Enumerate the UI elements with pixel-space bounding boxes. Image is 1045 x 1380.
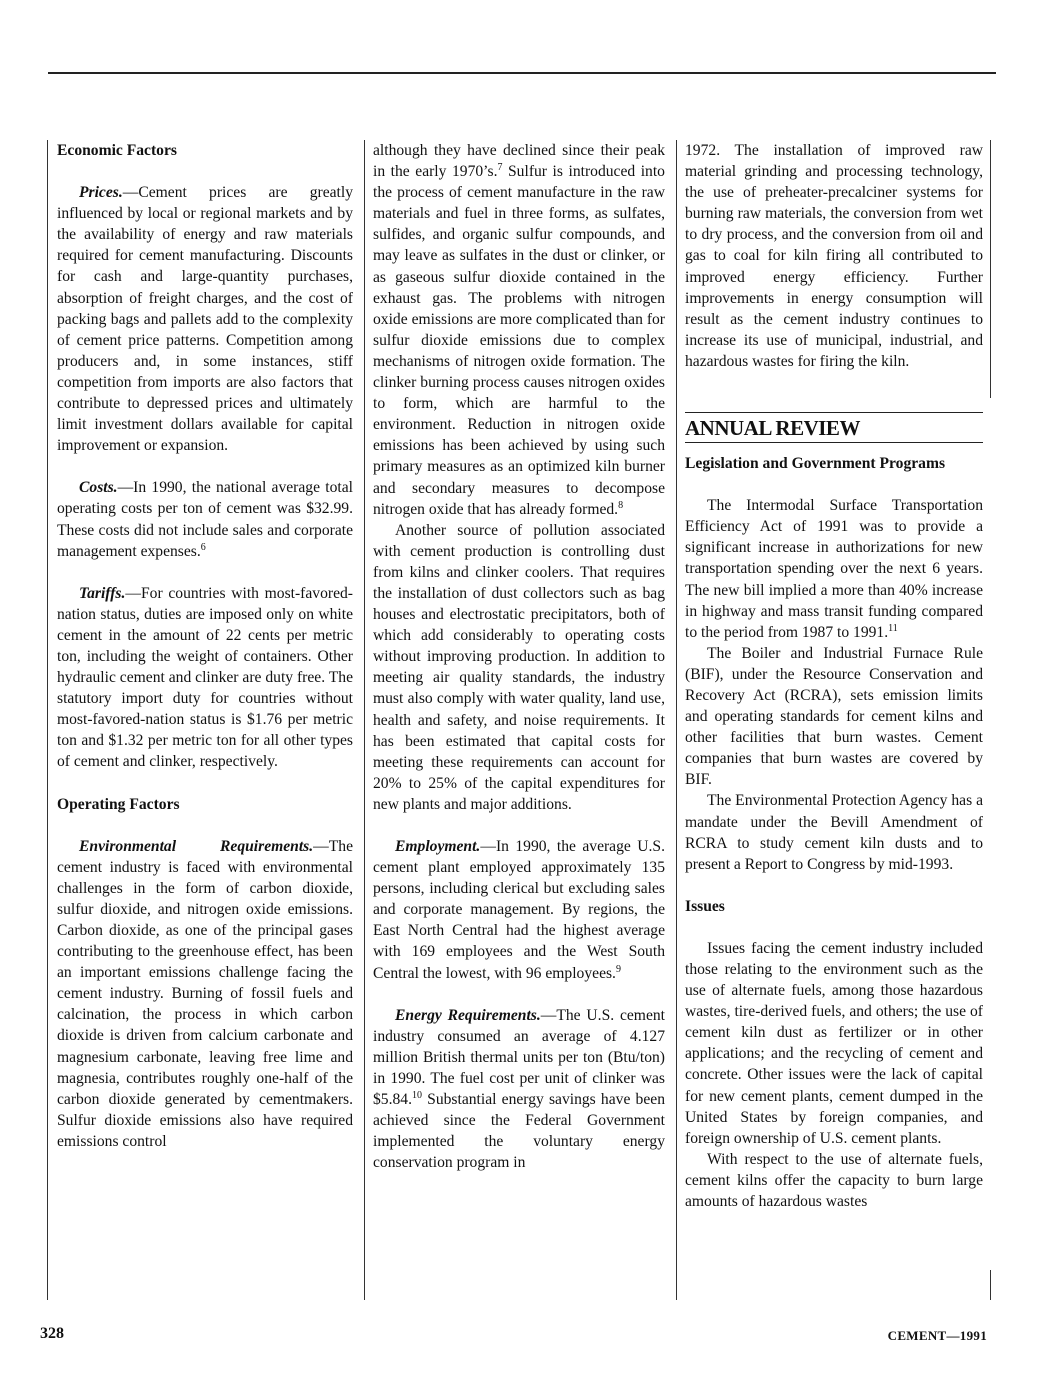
runin-energy: Energy Requirements. bbox=[395, 1006, 541, 1024]
column-3 bbox=[685, 140, 983, 1212]
top-rule bbox=[48, 72, 996, 74]
paragraph-istea bbox=[685, 495, 983, 643]
paragraph-energy bbox=[373, 1005, 665, 1174]
column-1 bbox=[57, 140, 353, 1152]
paragraph-prices bbox=[57, 182, 353, 456]
energy-text-b: Substantial energy savings have been achieved since the Federal Government implemented the voluntary energy conservation program in bbox=[373, 1091, 665, 1172]
runin-tariffs: Tariffs. bbox=[79, 584, 126, 602]
footnote-ref: 10 bbox=[411, 1089, 422, 1101]
heading-economic-factors: Economic Factors bbox=[57, 142, 177, 159]
column-rule-middle-1 bbox=[364, 140, 365, 1300]
paragraph-environmental-cont bbox=[373, 140, 665, 520]
runin-environmental: Environmental Requirements. bbox=[79, 837, 314, 855]
paragraph-employment bbox=[373, 836, 665, 984]
paragraph-epa: The Environmental Protection Agency has a mandate under the Bevill Amendment of RCRA to study cement kiln dusts and to present a Report to Congress by mid-1993. bbox=[685, 792, 983, 873]
heading-legislation: Legislation and Government Programs bbox=[685, 455, 946, 473]
environmental-text: —The cement industry is faced with environmental challenges in the form of carbon dioxide, sulfur dioxide, and nitrogen oxide emissions. Carbon dioxide, as one of the principal gases contributing to the greenhouse effect, has been an important emissions challenge facing the cement industry. Burning of fossil fuels and calcination, the process in which carbon dioxide is driven from calcium carbonate and magnesium carbonate, leaving free lime and magnesia, contributes roughly one-half of the carbon dioxide generated by cementmakers. Sulfur dioxide emissions also have required emissions control bbox=[57, 837, 353, 1150]
employment-text: —In 1990, the average U.S. cement plant employed approximately 135 persons, including clerical but excluding sales and corporate management. By regions, the East North Central had the highest average with 169 employees and the West South Central the lowest, with 96 employees. bbox=[373, 838, 665, 982]
costs-text: —In 1990, the national average total operating costs per ton of cement was $32.99. These costs did not include sales and corporate management expenses. bbox=[57, 479, 353, 560]
column-rule-middle-2 bbox=[676, 140, 677, 1300]
footnote-ref: 11 bbox=[888, 622, 898, 634]
istea-text: The Intermodal Surface Transportation Efficiency Act of 1991 was to provide a significant increase in authorizations for new transportation spending over the next 6 years. The new bill implied a more than 40% increase in highway and mass transit funding compared to the period from 1987 to 1991. bbox=[685, 497, 983, 641]
column-2 bbox=[373, 140, 665, 1173]
tariffs-text: —For countries with most-favored-nation status, duties are imposed only on white cement in the amount of 22 cents per metric ton, including the weight of containers. Other hydraulic cement and clinker are duty free. The statutory import duty for countries without most-favored-nation status is $1.76 per metric ton and $1.32 per metric ton for all other types of cement and clinker, respectively. bbox=[57, 584, 353, 771]
running-title: CEMENT—1991 bbox=[887, 1328, 987, 1343]
page-number: 328 bbox=[40, 1325, 64, 1342]
paragraph-costs bbox=[57, 477, 353, 561]
paragraph-energy-cont: 1972. The installation of improved raw material grinding and processing technology, the use of preheater-precalciner systems for burning raw materials, the conversion from wet to dry process, and the conversion from oil and gas to coal for kiln firing all contributed to improved energy efficiency. Further improvements in energy consumption will result as the cement industry continues to increase its use of municipal, industrial, and hazardous wastes for firing the kiln. bbox=[685, 142, 983, 370]
paragraph-tariffs bbox=[57, 583, 353, 773]
footnote-ref: 6 bbox=[200, 541, 206, 553]
runin-employment: Employment. bbox=[395, 838, 481, 855]
paragraph-bif: The Boiler and Industrial Furnace Rule (BIF), under the Resource Conservation and Recovery Act (RCRA), sets emission limits and operating standards for cement kilns and other facilities that burn wastes. Cement companies that burn wastes are covered by BIF. bbox=[685, 644, 983, 789]
env-cont-a: although they have declined since their peak in the early 1970’s. bbox=[373, 142, 665, 181]
prices-text: —Cement prices are greatly influenced by local or regional markets and by the availability of energy and raw materials required for cement manufacturing. Discounts for cash and large-quantity purchases, absorption of freight charges, and the cost of packing bags and pallets add to the complexity of cement price patterns. Competition among producers and, in some instances, stiff competition from imports are also factors that contribute to depressed prices and ultimately limit investment dollars available for capital improvement or expansion. bbox=[57, 184, 353, 455]
footnote-ref: 8 bbox=[618, 499, 624, 511]
env-cont-b: Sulfur is introduced into the process of cement manufacture in the raw materials and fuel in three forms, as sulfates, sulfides, and organic sulfur compounds, and may leave as sulfates in the dust or clinker, or as gaseous sulfur dioxide contained in the exhaust gas. The problems with nitrogen oxide emissions are more complicated than for sulfur dioxide emissions due to complex mechanisms of nitrogen oxide formation. The clinker burning process causes nitrogen oxides to form, which are harmful to the environment. Reduction in nitrogen oxide emissions has been achieved by using such primary measures as an optimized kiln burner and secondary measures to decompose nitrogen oxide that has already formed. bbox=[373, 163, 665, 518]
section-banner-annual-review: ANNUAL REVIEW bbox=[685, 412, 983, 443]
column-rule-right bbox=[990, 140, 991, 398]
column-rule-right-lower bbox=[990, 1270, 991, 1300]
heading-issues: Issues bbox=[685, 897, 725, 915]
heading-operating-factors: Operating Factors bbox=[57, 795, 180, 813]
footnote-ref: 9 bbox=[615, 963, 621, 975]
column-rule-left bbox=[47, 140, 48, 1300]
paragraph-environmental bbox=[57, 836, 353, 1152]
runin-costs: Costs. bbox=[79, 479, 118, 497]
paragraph-pollution: Another source of pollution associated with cement production is controlling dust from kilns and clinker coolers. That requires the installation of dust collectors such as bag houses and electrostatic precipitators, both of which add considerably to operating costs without improving production. In addition to meeting air quality standards, the industry must also comply with water quality, land use, health and safety, and noise requirements. It has been estimated that capital costs for meeting these requirements can account for 20% to 25% of the capital expenditures for new plants and major additions. bbox=[373, 521, 665, 813]
footnote-ref: 7 bbox=[497, 161, 503, 173]
energy-text-a: —The U.S. cement industry consumed an average of 4.127 million British thermal units per ton (Btu/ton) in 1990. The fuel cost per unit of clinker was $5.84. bbox=[373, 1006, 665, 1109]
paragraph-alternate-fuels: With respect to the use of alternate fuels, cement kilns offer the capacity to burn large amounts of hazardous wastes bbox=[685, 1150, 983, 1211]
paragraph-issues: Issues facing the cement industry included those relating to the environment such as the use of alternate fuels, among those hazardous wastes, tire-derived fuels, and others; the use of cement kiln dust as fertilizer or in other applications; and the recycling of cement and concrete. Other issues were the lack of capital for new cement plants, cement dumped in the United States by foreign companies, and foreign ownership of U.S. cement plants. bbox=[685, 939, 983, 1147]
runin-prices: Prices. bbox=[79, 184, 123, 202]
